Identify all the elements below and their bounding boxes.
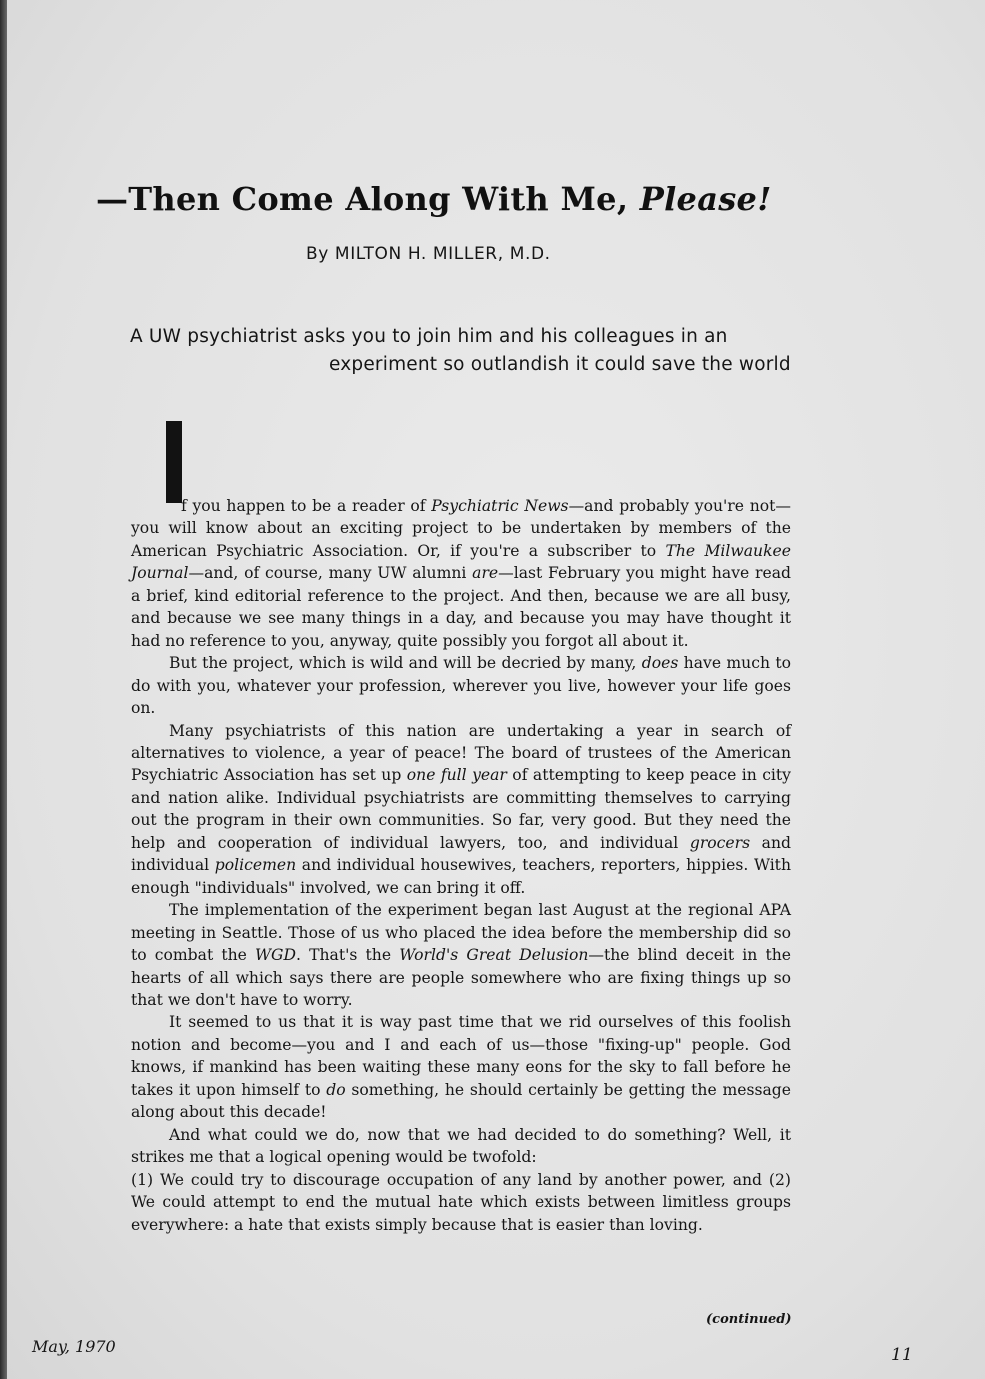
p3-text-e: and individual: [131, 833, 792, 875]
paragraph-1: [131, 495, 791, 652]
paragraph-6: And what could we do, now that we had decided to do something? Well, it strikes me that a logical opening would be twofold:: [131, 1125, 791, 1167]
title-main: —Then Come Along With Me,: [96, 180, 640, 218]
p1-italic-are: are: [472, 564, 499, 583]
drop-cap-letter-i: [166, 421, 182, 503]
p3-text-g: and individual housewives, teachers, reporters, hippies. With enough "individuals" involved, we can bring it off.: [131, 856, 791, 897]
p4-text-a: The implementation of the experiment began last August at the regional APA meeting in Seattle. Those of us who placed the idea before the membership did so to combat the: [131, 901, 791, 965]
p5-text-a: It seemed to us that it is way past time that we rid ourselves of this foolish notion and become—you and I and each of us—those "fixing-up" people. God knows, if mankind has been waiting these many eons for the sky to fall before he takes it upon himself to: [131, 1013, 791, 1099]
p3-text-c: of attempting to keep peace in city and nation alike. Individual psychiatrists are committing themselves to carrying out the program in their own communities. So far, very good. But they need the help and cooperation of individual lawyers, too, and individual: [131, 766, 791, 852]
continued-note: (continued): [706, 1312, 792, 1327]
article-body: [131, 495, 791, 1236]
article-deck-line-1: A UW psychiatrist asks you to join him and his colleagues in an: [130, 326, 728, 347]
paragraph-4: [131, 899, 791, 1011]
paragraph-5: [131, 1011, 791, 1123]
p1-italic-milwaukee-journal: The Milwaukee Journal: [131, 541, 791, 583]
p5-italic-do: do: [326, 1080, 346, 1099]
page-binding-edge: [0, 0, 7, 1379]
paragraph-7: (1) We could try to discourage occupation of any land by another power, and (2) We could attempt to end the mutual hate which exists between limitless groups everywhere: a hate that exists simply because that is easier than loving.: [131, 1170, 791, 1234]
p1-text-g: —last February you might have read a brief, kind editorial reference to the project. And then, because we are all busy, and because we see many things in a day, and because you may have thought it had no reference to you, anyway, quite possibly you forgot all about it.: [131, 564, 791, 650]
p4-italic-wgd: WGD: [255, 946, 297, 965]
p2-italic-does: does: [641, 654, 679, 673]
p4-text-e: —the blind deceit in the hearts of all which says there are people somewhere who are fixing things up so that we don't have to worry.: [131, 946, 791, 1009]
paragraph-3: [131, 720, 791, 900]
p3-italic-grocers: grocers: [689, 833, 751, 852]
page-number: 11: [891, 1345, 913, 1365]
p2-text-c: have much to do with you, whatever your profession, wherever you live, however your life goes on.: [131, 654, 791, 718]
article-title: [96, 180, 856, 218]
footer-date: May, 1970: [32, 1337, 116, 1356]
p5-text-c: something, he should certainly be getting the message along about this decade!: [131, 1080, 791, 1122]
article-byline: By MILTON H. MILLER, M.D.: [306, 244, 551, 264]
p4-text-c: . That's the: [296, 946, 400, 965]
p3-italic-one-full-year: one full year: [406, 766, 507, 785]
p1-text-c: —and probably you're not—you will know about an exciting project to be undertaken by members of the American Psychiatric Association. Or, if you're a subscriber to: [131, 497, 791, 560]
p2-text-a: But the project, which is wild and will be decried by many,: [169, 654, 642, 673]
p1-text-e: —and, of course, many UW alumni: [188, 564, 473, 583]
p1-italic-psychiatric-news: Psychiatric News: [431, 497, 569, 515]
title-emphasis: Please!: [639, 180, 772, 218]
p1-text-a: f you happen to be a reader of: [181, 497, 432, 515]
article-deck-line-2: experiment so outlandish it could save the world: [329, 354, 791, 375]
p3-italic-policemen: policemen: [214, 856, 297, 875]
p4-italic-worlds-great-delusion: World's Great Delusion: [399, 946, 589, 965]
paragraph-2: [131, 652, 791, 719]
p3-text-a: Many psychiatrists of this nation are undertaking a year in search of alternatives to violence, a year of peace! The board of trustees of the American Psychiatric Association has set up: [131, 721, 791, 785]
